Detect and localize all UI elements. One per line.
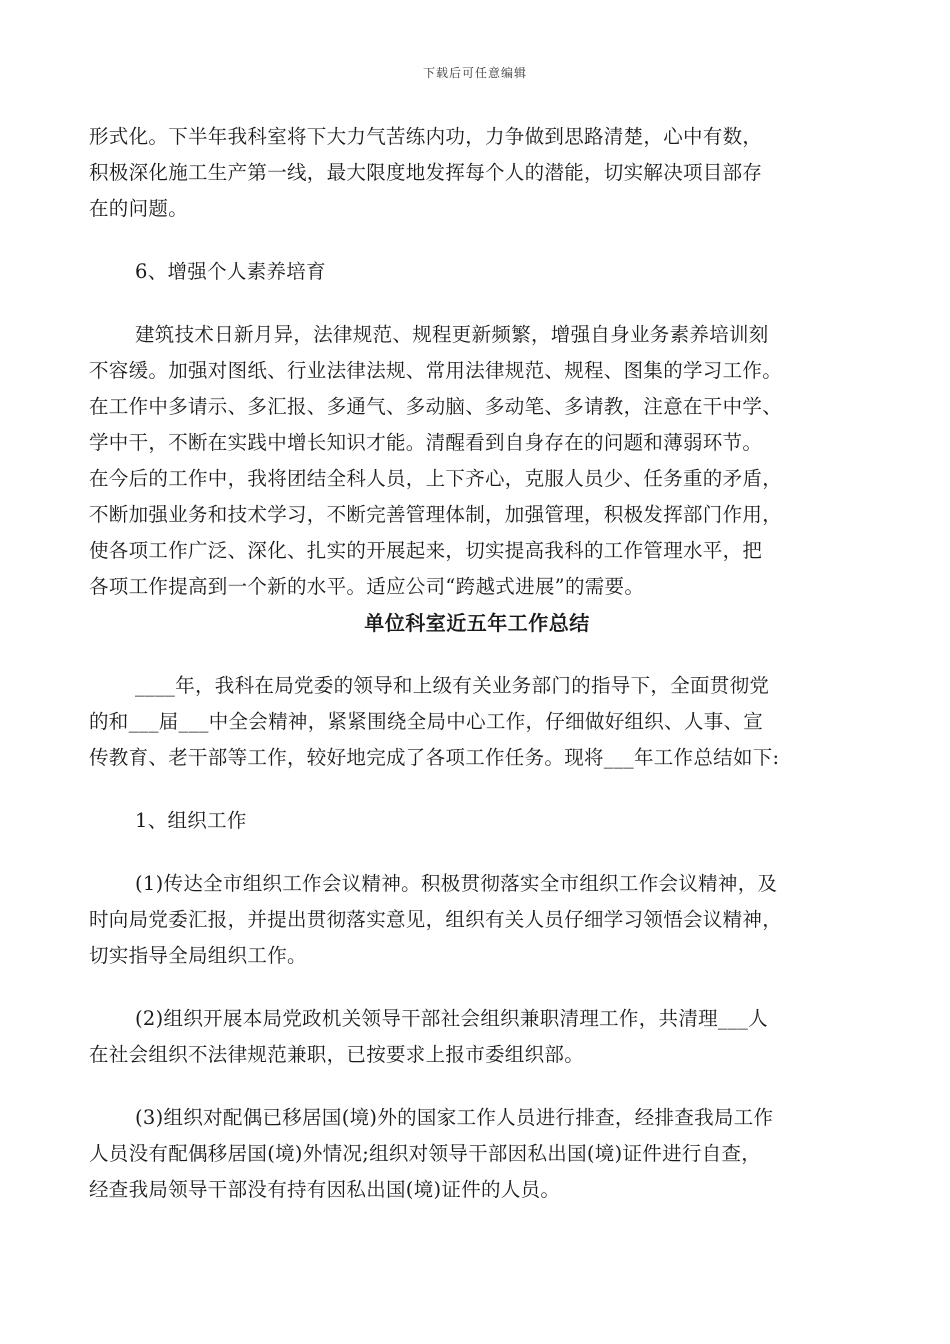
text-line: 的和___届___中全会精神，紧紧围绕全局中心工作，仔细做好组织、人事、宣: [89, 710, 764, 733]
text-line: 在的问题。: [89, 197, 189, 220]
text-line: 切实指导全局组织工作。: [89, 944, 307, 967]
page-header: 下载后可任意编辑: [422, 66, 527, 80]
text-line: 时向局党委汇报，并提出贯彻落实意见，组织有关人员仔细学习领悟会议精神，: [89, 908, 783, 931]
document-body: [89, 119, 865, 1208]
paragraph-continuation: [89, 119, 865, 227]
text-line: 不容缓。加强对图纸、行业法律法规、常用法律规范、规程、图集的学习工作。: [89, 359, 783, 382]
text-line: (1)传达全市组织工作会议精神。积极贯彻落实全市组织工作会议精神，及: [135, 872, 778, 895]
text-line: ____年，我科在局党委的领导和上级有关业务部门的指导下，全面贯彻党: [135, 674, 770, 697]
text-line: 传教育、老干部等工作，较好地完成了各项工作任务。现将___年工作总结如下:: [89, 746, 780, 769]
text-line: (3)组织对配偶已移居国(境)外的国家工作人员进行排查，经排查我局工作: [135, 1106, 774, 1129]
text-line: 不断加强业务和技术学习，不断完善管理体制，加强管理，积极发挥部门作用，: [89, 503, 783, 526]
paragraph-training: [89, 317, 865, 605]
document-title: 单位科室近五年工作总结: [364, 611, 590, 635]
text-line: 各项工作提高到一个新的水平。适应公司“跨越式进展”的需要。: [89, 575, 645, 598]
text-line: 形式化。下半年我科室将下大力气苦练内功，力争做到思路清楚，心中有数，: [89, 125, 763, 148]
paragraph-item-3: [89, 1100, 865, 1208]
text-line: 6、增强个人素养培育: [135, 260, 326, 283]
text-line: 使各项工作广泛、深化、扎实的开展起来，切实提高我科的工作管理水平，把: [89, 539, 763, 562]
section-heading-1: [89, 803, 865, 839]
text-line: 积极深化施工生产第一线，最大限度地发挥每个人的潜能，切实解决项目部存: [89, 161, 763, 184]
text-line: (2)组织开展本局党政机关领导干部社会组织兼职清理工作，共清理___人: [135, 1007, 768, 1030]
text-line: 经查我局领导干部没有持有因私出国(境)证件的人员。: [89, 1178, 561, 1201]
section-heading-6: [89, 254, 865, 290]
paragraph-item-1: [89, 866, 865, 974]
text-line: 学中干，不断在实践中增长知识才能。清醒看到自身存在的问题和薄弱环节。: [89, 431, 763, 454]
text-line: 在社会组织不法律规范兼职，已按要求上报市委组织部。: [89, 1043, 585, 1066]
paragraph-item-2: [89, 1001, 865, 1073]
text-line: 人员没有配偶移居国(境)外情况;组织对领导干部因私出国(境)证件进行自查，: [89, 1142, 762, 1165]
text-line: 建筑技术日新月异，法律规范、规程更新频繁，增强自身业务素养培训刻: [135, 323, 769, 346]
text-line: 在今后的工作中，我将团结全科人员，上下齐心，克服人员少、任务重的矛盾，: [89, 467, 783, 490]
paragraph-intro: [89, 668, 865, 776]
text-line: 在工作中多请示、多汇报、多通气、多动脑、多动笔、多请教，注意在干中学、: [89, 395, 783, 418]
text-line: 1、组织工作: [135, 809, 247, 832]
